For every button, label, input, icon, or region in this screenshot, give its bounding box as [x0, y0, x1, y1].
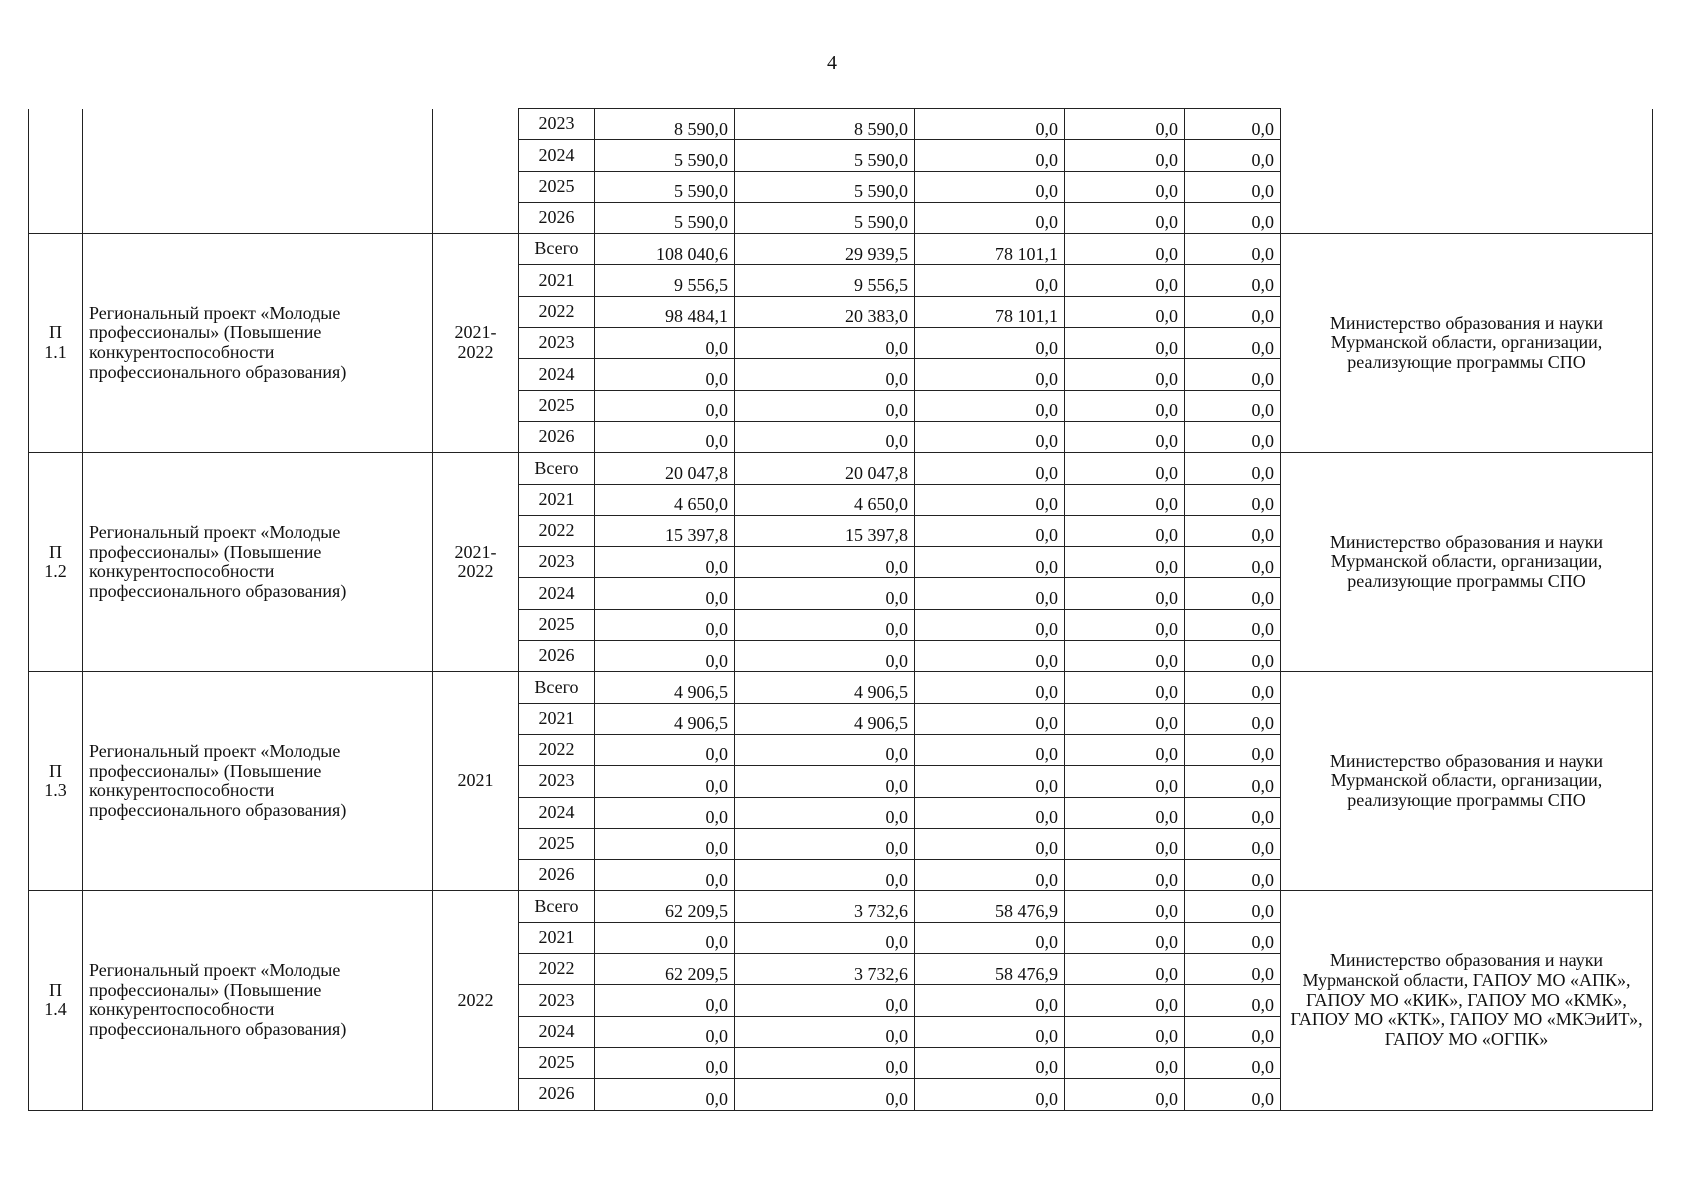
- project-period: 2021-2022: [433, 234, 519, 453]
- value-cell: 0,0: [595, 1016, 735, 1047]
- value-cell: 0,0: [915, 703, 1065, 734]
- value-cell: 0,0: [735, 860, 915, 891]
- value-cell: 0,0: [595, 766, 735, 797]
- year-cell: 2021: [519, 484, 595, 515]
- value-cell: 0,0: [735, 641, 915, 672]
- year-cell: 2025: [519, 1047, 595, 1078]
- year-cell: 2023: [519, 547, 595, 578]
- value-cell: 0,0: [915, 860, 1065, 891]
- value-cell: 0,0: [735, 609, 915, 640]
- value-cell: 5 590,0: [595, 202, 735, 233]
- project-executor: Министерство образования и науки Мурманской области, организации, реализующие программы СПО: [1281, 672, 1653, 891]
- value-cell: 0,0: [1185, 860, 1281, 891]
- value-cell: 0,0: [595, 641, 735, 672]
- project-number-letter: П: [49, 760, 62, 781]
- value-cell: 0,0: [735, 797, 915, 828]
- value-cell: 0,0: [1065, 328, 1185, 359]
- value-cell: 0,0: [1185, 891, 1281, 922]
- year-cell: 2026: [519, 641, 595, 672]
- value-cell: 0,0: [735, 328, 915, 359]
- project-number-code: 1.1: [44, 342, 67, 363]
- value-cell: 9 556,5: [595, 265, 735, 296]
- table-row: [29, 234, 1653, 265]
- value-cell: 5 590,0: [595, 171, 735, 202]
- year-cell: 2025: [519, 171, 595, 202]
- project-name: Региональный проект «Молодые профессионалы» (Повышение конкурентоспособности профессионального образования): [83, 234, 433, 453]
- value-cell: 4 650,0: [595, 484, 735, 515]
- year-cell: Всего: [519, 453, 595, 484]
- project-number: [29, 672, 83, 891]
- year-cell: 2021: [519, 265, 595, 296]
- value-cell: 0,0: [595, 797, 735, 828]
- value-cell: 0,0: [1065, 140, 1185, 171]
- value-cell: 0,0: [1185, 328, 1281, 359]
- value-cell: 78 101,1: [915, 234, 1065, 265]
- year-cell: 2023: [519, 109, 595, 140]
- value-cell: 4 906,5: [595, 703, 735, 734]
- page-number: 4: [827, 52, 837, 74]
- number-cell-continued: [29, 109, 83, 234]
- value-cell: 0,0: [1185, 296, 1281, 327]
- value-cell: 0,0: [595, 922, 735, 953]
- value-cell: 0,0: [735, 421, 915, 452]
- value-cell: 0,0: [1065, 547, 1185, 578]
- value-cell: 20 047,8: [735, 453, 915, 484]
- table-row: [29, 109, 1653, 140]
- year-cell: 2023: [519, 328, 595, 359]
- value-cell: 0,0: [915, 985, 1065, 1016]
- project-number: [29, 453, 83, 672]
- value-cell: 4 650,0: [735, 484, 915, 515]
- value-cell: 0,0: [1185, 484, 1281, 515]
- value-cell: 0,0: [1065, 734, 1185, 765]
- value-cell: 0,0: [915, 609, 1065, 640]
- value-cell: 0,0: [1065, 296, 1185, 327]
- value-cell: 0,0: [595, 578, 735, 609]
- value-cell: 0,0: [915, 515, 1065, 546]
- year-cell: 2024: [519, 578, 595, 609]
- value-cell: 0,0: [1185, 421, 1281, 452]
- value-cell: 98 484,1: [595, 296, 735, 327]
- value-cell: 0,0: [1185, 515, 1281, 546]
- value-cell: 0,0: [915, 109, 1065, 140]
- year-cell: 2026: [519, 202, 595, 233]
- name-cell-continued: [83, 109, 433, 234]
- value-cell: 20 047,8: [595, 453, 735, 484]
- value-cell: 62 209,5: [595, 954, 735, 985]
- value-cell: 0,0: [1065, 922, 1185, 953]
- value-cell: 0,0: [915, 797, 1065, 828]
- value-cell: 0,0: [1185, 578, 1281, 609]
- value-cell: 0,0: [1185, 985, 1281, 1016]
- year-cell: 2023: [519, 985, 595, 1016]
- value-cell: 0,0: [1065, 265, 1185, 296]
- value-cell: 0,0: [915, 1079, 1065, 1110]
- value-cell: 15 397,8: [595, 515, 735, 546]
- value-cell: 0,0: [1065, 766, 1185, 797]
- value-cell: 0,0: [1185, 265, 1281, 296]
- year-cell: 2023: [519, 766, 595, 797]
- table-row: [29, 453, 1653, 484]
- year-cell: 2026: [519, 1079, 595, 1110]
- value-cell: 0,0: [1185, 672, 1281, 703]
- year-cell: 2026: [519, 860, 595, 891]
- value-cell: 0,0: [915, 828, 1065, 859]
- value-cell: 0,0: [1185, 140, 1281, 171]
- value-cell: 0,0: [915, 328, 1065, 359]
- value-cell: 0,0: [1185, 766, 1281, 797]
- value-cell: 0,0: [735, 828, 915, 859]
- value-cell: 0,0: [1065, 641, 1185, 672]
- value-cell: 0,0: [1065, 515, 1185, 546]
- value-cell: 0,0: [1185, 359, 1281, 390]
- value-cell: 0,0: [1185, 1079, 1281, 1110]
- value-cell: 0,0: [1185, 202, 1281, 233]
- value-cell: 0,0: [1065, 828, 1185, 859]
- value-cell: 0,0: [1185, 1047, 1281, 1078]
- value-cell: 0,0: [1065, 891, 1185, 922]
- value-cell: 0,0: [915, 140, 1065, 171]
- value-cell: 0,0: [1065, 1079, 1185, 1110]
- year-cell: 2021: [519, 703, 595, 734]
- value-cell: 0,0: [595, 828, 735, 859]
- value-cell: 0,0: [915, 265, 1065, 296]
- value-cell: 0,0: [915, 766, 1065, 797]
- value-cell: 0,0: [595, 328, 735, 359]
- period-cell-continued: [433, 109, 519, 234]
- value-cell: 0,0: [1185, 1016, 1281, 1047]
- value-cell: 4 906,5: [595, 672, 735, 703]
- value-cell: 0,0: [1065, 578, 1185, 609]
- value-cell: 15 397,8: [735, 515, 915, 546]
- value-cell: 0,0: [735, 734, 915, 765]
- year-cell: Всего: [519, 891, 595, 922]
- value-cell: 0,0: [1065, 797, 1185, 828]
- value-cell: 0,0: [915, 202, 1065, 233]
- value-cell: 0,0: [595, 734, 735, 765]
- value-cell: 0,0: [595, 359, 735, 390]
- value-cell: 0,0: [1065, 954, 1185, 985]
- value-cell: 0,0: [1065, 985, 1185, 1016]
- value-cell: 0,0: [915, 734, 1065, 765]
- year-cell: 2022: [519, 296, 595, 327]
- value-cell: 0,0: [595, 421, 735, 452]
- value-cell: 0,0: [915, 453, 1065, 484]
- value-cell: 0,0: [1065, 359, 1185, 390]
- table-row: [29, 891, 1653, 922]
- project-period: 2021-2022: [433, 453, 519, 672]
- year-cell: 2024: [519, 797, 595, 828]
- value-cell: 0,0: [735, 1047, 915, 1078]
- value-cell: 0,0: [915, 578, 1065, 609]
- value-cell: 8 590,0: [595, 109, 735, 140]
- value-cell: 0,0: [1065, 390, 1185, 421]
- value-cell: 0,0: [915, 171, 1065, 202]
- value-cell: 0,0: [1185, 797, 1281, 828]
- value-cell: 0,0: [915, 484, 1065, 515]
- year-cell: Всего: [519, 672, 595, 703]
- value-cell: 0,0: [735, 578, 915, 609]
- value-cell: 0,0: [1065, 1047, 1185, 1078]
- year-cell: 2022: [519, 734, 595, 765]
- value-cell: 0,0: [1185, 828, 1281, 859]
- value-cell: 0,0: [1185, 234, 1281, 265]
- year-cell: Всего: [519, 234, 595, 265]
- value-cell: 0,0: [595, 390, 735, 421]
- value-cell: 0,0: [735, 359, 915, 390]
- value-cell: 0,0: [735, 547, 915, 578]
- year-cell: 2024: [519, 359, 595, 390]
- value-cell: 0,0: [735, 1079, 915, 1110]
- executor-cell-continued: [1281, 109, 1653, 234]
- value-cell: 108 040,6: [595, 234, 735, 265]
- project-executor: Министерство образования и науки Мурманской области, ГАПОУ МО «АПК», ГАПОУ МО «КИК», ГАПОУ МО «КМК», ГАПОУ МО «КТК», ГАПОУ МО «МКЭиИТ», ГАПОУ МО «ОГПК»: [1281, 891, 1653, 1110]
- value-cell: 0,0: [1065, 672, 1185, 703]
- value-cell: 0,0: [915, 922, 1065, 953]
- value-cell: 62 209,5: [595, 891, 735, 922]
- value-cell: 0,0: [1065, 453, 1185, 484]
- value-cell: 9 556,5: [735, 265, 915, 296]
- value-cell: 0,0: [1065, 109, 1185, 140]
- value-cell: 0,0: [735, 985, 915, 1016]
- value-cell: 0,0: [1185, 734, 1281, 765]
- value-cell: 78 101,1: [915, 296, 1065, 327]
- year-cell: 2025: [519, 609, 595, 640]
- table-row: [29, 672, 1653, 703]
- value-cell: 0,0: [1185, 609, 1281, 640]
- year-cell: 2025: [519, 828, 595, 859]
- value-cell: 58 476,9: [915, 954, 1065, 985]
- value-cell: 0,0: [595, 1047, 735, 1078]
- value-cell: 0,0: [595, 547, 735, 578]
- value-cell: 29 939,5: [735, 234, 915, 265]
- value-cell: 0,0: [915, 672, 1065, 703]
- year-cell: 2021: [519, 922, 595, 953]
- value-cell: 0,0: [1065, 421, 1185, 452]
- year-cell: 2026: [519, 421, 595, 452]
- project-number-code: 1.2: [44, 561, 67, 582]
- value-cell: 0,0: [915, 641, 1065, 672]
- project-number: [29, 891, 83, 1110]
- financing-table: [28, 108, 1653, 1111]
- project-number-letter: П: [49, 322, 62, 343]
- project-number-letter: П: [49, 979, 62, 1000]
- value-cell: 3 732,6: [735, 891, 915, 922]
- value-cell: 0,0: [595, 1079, 735, 1110]
- value-cell: 0,0: [735, 390, 915, 421]
- value-cell: 8 590,0: [735, 109, 915, 140]
- value-cell: 5 590,0: [735, 140, 915, 171]
- value-cell: 0,0: [915, 1047, 1065, 1078]
- value-cell: 0,0: [1185, 109, 1281, 140]
- project-executor: Министерство образования и науки Мурманской области, организации, реализующие программы СПО: [1281, 453, 1653, 672]
- value-cell: 0,0: [1185, 390, 1281, 421]
- value-cell: 0,0: [1185, 547, 1281, 578]
- value-cell: 0,0: [1065, 1016, 1185, 1047]
- value-cell: 0,0: [1065, 171, 1185, 202]
- value-cell: 4 906,5: [735, 703, 915, 734]
- value-cell: 5 590,0: [735, 171, 915, 202]
- value-cell: 0,0: [1065, 234, 1185, 265]
- project-period: 2022: [433, 891, 519, 1110]
- year-cell: 2024: [519, 140, 595, 171]
- year-cell: 2022: [519, 954, 595, 985]
- value-cell: 58 476,9: [915, 891, 1065, 922]
- value-cell: 0,0: [595, 985, 735, 1016]
- value-cell: 0,0: [1185, 703, 1281, 734]
- year-cell: 2025: [519, 390, 595, 421]
- value-cell: 0,0: [1065, 609, 1185, 640]
- value-cell: 0,0: [915, 547, 1065, 578]
- year-cell: 2024: [519, 1016, 595, 1047]
- value-cell: 0,0: [735, 766, 915, 797]
- project-executor: Министерство образования и науки Мурманской области, организации, реализующие программы СПО: [1281, 234, 1653, 453]
- project-name: Региональный проект «Молодые профессионалы» (Повышение конкурентоспособности профессионального образования): [83, 453, 433, 672]
- value-cell: 0,0: [735, 1016, 915, 1047]
- project-number-code: 1.4: [44, 999, 67, 1020]
- value-cell: 4 906,5: [735, 672, 915, 703]
- project-period: 2021: [433, 672, 519, 891]
- value-cell: 0,0: [1065, 703, 1185, 734]
- value-cell: 0,0: [595, 609, 735, 640]
- value-cell: 0,0: [1065, 860, 1185, 891]
- project-number-letter: П: [49, 541, 62, 562]
- value-cell: 0,0: [1185, 954, 1281, 985]
- value-cell: 0,0: [1065, 202, 1185, 233]
- value-cell: 0,0: [595, 860, 735, 891]
- value-cell: 5 590,0: [735, 202, 915, 233]
- value-cell: 0,0: [1185, 922, 1281, 953]
- value-cell: 0,0: [915, 1016, 1065, 1047]
- value-cell: 0,0: [915, 390, 1065, 421]
- project-name: Региональный проект «Молодые профессионалы» (Повышение конкурентоспособности профессионального образования): [83, 891, 433, 1110]
- value-cell: 0,0: [1185, 453, 1281, 484]
- value-cell: 0,0: [1185, 641, 1281, 672]
- value-cell: 0,0: [915, 359, 1065, 390]
- value-cell: 0,0: [1185, 171, 1281, 202]
- year-cell: 2022: [519, 515, 595, 546]
- project-name: Региональный проект «Молодые профессионалы» (Повышение конкурентоспособности профессионального образования): [83, 672, 433, 891]
- project-number: [29, 234, 83, 453]
- value-cell: 3 732,6: [735, 954, 915, 985]
- project-number-code: 1.3: [44, 780, 67, 801]
- value-cell: 5 590,0: [595, 140, 735, 171]
- value-cell: 20 383,0: [735, 296, 915, 327]
- value-cell: 0,0: [735, 922, 915, 953]
- value-cell: 0,0: [915, 421, 1065, 452]
- value-cell: 0,0: [1065, 484, 1185, 515]
